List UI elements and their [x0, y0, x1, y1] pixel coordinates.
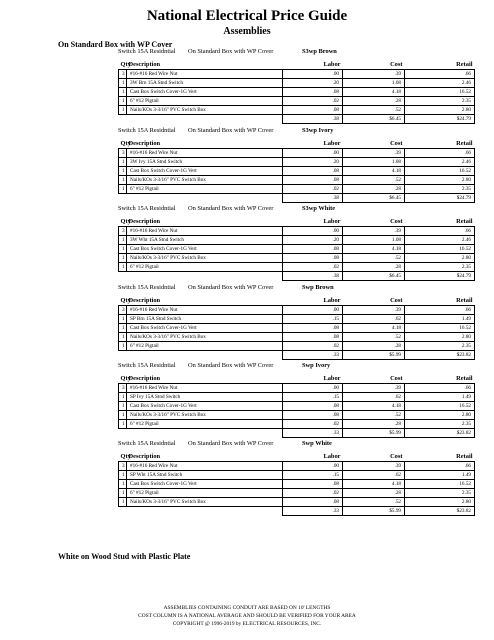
table-header-row: [119, 296, 475, 306]
assembly-table: [118, 60, 475, 124]
cell-desc: SP Brn 15A Stnd Switch: [127, 315, 283, 324]
assembly-group: [118, 440, 474, 516]
assembly-code: Swp Ivory: [302, 362, 331, 369]
cell-qty: 1: [119, 489, 127, 498]
cell-retail: 2.80: [405, 254, 475, 263]
cell-retail: 16.52: [405, 88, 475, 97]
cell-qty: 1: [119, 176, 127, 185]
cell-cost: .52: [343, 333, 405, 342]
table-header-row: [119, 217, 475, 227]
total-row: [119, 429, 475, 438]
total-labor: .33: [283, 351, 343, 360]
table-header-row: [119, 60, 475, 70]
cell-desc: #16-#16 Red Wire Nut: [127, 306, 283, 315]
cell-retail: .66: [405, 227, 475, 236]
column-header-retail: Retail: [456, 453, 473, 460]
cell-desc: Nails/KOs 3-3/16" PVC Switch Box: [127, 176, 283, 185]
total-row: [119, 115, 475, 124]
table-row: [119, 402, 475, 411]
cell-desc: Nails/KOs 3-3/16" PVC Switch Box: [127, 106, 283, 115]
total-retail: $23.82: [405, 351, 475, 360]
cell-retail: 2.80: [405, 176, 475, 185]
cell-retail: 1.49: [405, 393, 475, 402]
assembly-label: Switch 15A Residntial: [118, 205, 176, 212]
table-row: [119, 393, 475, 402]
cell-retail: 16.52: [405, 480, 475, 489]
assembly-group: [118, 48, 474, 124]
assembly-label: Switch 15A Residntial: [118, 48, 176, 55]
cell-qty: 1: [119, 167, 127, 176]
column-header-labor: Labor: [323, 61, 341, 68]
cell-retail: 16.52: [405, 245, 475, 254]
total-retail: $24.79: [405, 115, 475, 124]
cell-desc: 6" #12 Pigtail: [127, 97, 283, 106]
cell-cost: .28: [343, 489, 405, 498]
total-cost: $6.45: [343, 272, 405, 281]
cell-qty: 3: [119, 306, 127, 315]
cell-qty: 1: [119, 97, 127, 106]
cell-desc: SP Wht 15A Stnd Switch: [127, 471, 283, 480]
assembly-group: [118, 127, 474, 203]
cell-retail: 2.46: [405, 79, 475, 88]
total-row: [119, 194, 475, 203]
cell-retail: 2.80: [405, 411, 475, 420]
table-row: [119, 254, 475, 263]
cell-labor: .15: [283, 315, 343, 324]
cell-desc: 6" #12 Pigtail: [127, 342, 283, 351]
column-header-qty: Qty: [120, 61, 131, 68]
total-retail: $24.79: [405, 272, 475, 281]
column-header-labor: Labor: [323, 375, 341, 382]
cell-labor: .00: [283, 70, 343, 79]
cell-cost: 1.08: [343, 236, 405, 245]
assembly-mount: On Standard Box with WP Cover: [188, 362, 274, 369]
cell-labor: .00: [283, 227, 343, 236]
table-row: [119, 236, 475, 245]
cell-retail: 2.80: [405, 333, 475, 342]
cell-cost: .52: [343, 498, 405, 507]
total-spacer: [119, 115, 127, 124]
cell-qty: 3: [119, 149, 127, 158]
table-row: [119, 185, 475, 194]
table-row: [119, 97, 475, 106]
cell-qty: 1: [119, 342, 127, 351]
table-row: [119, 480, 475, 489]
column-header-cost: Cost: [390, 218, 403, 225]
cell-qty: 1: [119, 333, 127, 342]
cell-labor: .02: [283, 185, 343, 194]
cell-qty: 3: [119, 70, 127, 79]
cell-cost: 4.18: [343, 480, 405, 489]
assembly-mount: On Standard Box with WP Cover: [188, 48, 274, 55]
footer-line-3: COPYRIGHT @ 1996-2019 by ELECTRICAL RESOURCES, INC.: [172, 621, 322, 627]
assembly-label: Switch 15A Residntial: [118, 362, 176, 369]
cell-cost: 4.18: [343, 167, 405, 176]
cell-cost: 4.18: [343, 402, 405, 411]
assembly-label: Switch 15A Residntial: [118, 284, 176, 291]
table-row: [119, 315, 475, 324]
assembly-header: [118, 48, 474, 58]
column-header-cost: Cost: [390, 61, 403, 68]
cell-cost: .28: [343, 420, 405, 429]
table-row: [119, 462, 475, 471]
assembly-code: S3wp Brown: [302, 48, 337, 55]
assembly-header: [118, 284, 474, 294]
cell-cost: .28: [343, 342, 405, 351]
assembly-code: Swp White: [302, 440, 332, 447]
cell-cost: .39: [343, 306, 405, 315]
cell-qty: 1: [119, 254, 127, 263]
total-spacer: [127, 272, 283, 281]
cell-desc: #16-#16 Red Wire Nut: [127, 384, 283, 393]
total-row: [119, 507, 475, 516]
cell-labor: .08: [283, 88, 343, 97]
cell-qty: 1: [119, 411, 127, 420]
cell-retail: .66: [405, 384, 475, 393]
column-header-retail: Retail: [456, 297, 473, 304]
cell-retail: 2.35: [405, 420, 475, 429]
cell-retail: 2.35: [405, 263, 475, 272]
cell-cost: .39: [343, 70, 405, 79]
cell-retail: .66: [405, 149, 475, 158]
cell-qty: 3: [119, 462, 127, 471]
assembly-group: [118, 362, 474, 438]
cell-cost: .28: [343, 97, 405, 106]
cell-desc: 3W Brn 15A Stnd Switch: [127, 79, 283, 88]
assembly-table: [118, 374, 475, 438]
table-row: [119, 471, 475, 480]
column-header-retail: Retail: [456, 140, 473, 147]
cell-desc: 6" #12 Pigtail: [127, 489, 283, 498]
table-row: [119, 333, 475, 342]
cell-labor: .00: [283, 306, 343, 315]
cell-labor: .00: [283, 462, 343, 471]
table-row: [119, 306, 475, 315]
table-row: [119, 167, 475, 176]
cell-desc: 3W Wht 15A Stnd Switch: [127, 236, 283, 245]
total-labor: .38: [283, 194, 343, 203]
cell-desc: #16-#16 Red Wire Nut: [127, 149, 283, 158]
cell-qty: 1: [119, 88, 127, 97]
column-header-cost: Cost: [390, 453, 403, 460]
cell-desc: Nails/KOs 3-3/16" PVC Switch Box: [127, 333, 283, 342]
page-title: National Electrical Price Guide: [146, 8, 348, 24]
cell-desc: #16-#16 Red Wire Nut: [127, 227, 283, 236]
table-row: [119, 106, 475, 115]
total-spacer: [119, 272, 127, 281]
column-header-qty: Qty: [120, 297, 131, 304]
cell-desc: Cast Box Switch Cover-1G Vert: [127, 245, 283, 254]
cell-labor: .02: [283, 97, 343, 106]
column-header-labor: Labor: [323, 453, 341, 460]
table-row: [119, 158, 475, 167]
cell-labor: .08: [283, 245, 343, 254]
table-header-row: [119, 452, 475, 462]
assembly-mount: On Standard Box with WP Cover: [188, 440, 274, 447]
column-header-retail: Retail: [456, 218, 473, 225]
table-row: [119, 498, 475, 507]
cell-labor: .02: [283, 420, 343, 429]
cell-qty: 1: [119, 402, 127, 411]
cell-retail: 2.80: [405, 498, 475, 507]
cell-qty: 1: [119, 324, 127, 333]
column-header-labor: Labor: [323, 297, 341, 304]
cell-retail: .66: [405, 70, 475, 79]
cell-qty: 3: [119, 227, 127, 236]
total-spacer: [127, 507, 283, 516]
cell-cost: .52: [343, 176, 405, 185]
cell-desc: Cast Box Switch Cover-1G Vert: [127, 324, 283, 333]
cell-desc: Nails/KOs 3-3/16" PVC Switch Box: [127, 411, 283, 420]
total-row: [119, 272, 475, 281]
assembly-header: [118, 127, 474, 137]
cell-cost: 1.08: [343, 158, 405, 167]
cell-desc: Cast Box Switch Cover-1G Vert: [127, 88, 283, 97]
cell-labor: .08: [283, 411, 343, 420]
cell-qty: 1: [119, 498, 127, 507]
assembly-header: [118, 440, 474, 450]
cell-cost: .28: [343, 263, 405, 272]
total-spacer: [127, 351, 283, 360]
cell-labor: .08: [283, 480, 343, 489]
table-row: [119, 384, 475, 393]
total-spacer: [127, 429, 283, 438]
footer-line-2: COST COLUMN IS A NATIONAL AVERAGE AND SHOULD BE VERIFIED FOR YOUR AREA: [138, 613, 356, 619]
cell-cost: .52: [343, 106, 405, 115]
section-heading-first: On Standard Box with WP Cover: [58, 40, 173, 49]
table-row: [119, 149, 475, 158]
cell-retail: 1.49: [405, 315, 475, 324]
cell-desc: Cast Box Switch Cover-1G Vert: [127, 402, 283, 411]
cell-qty: 1: [119, 480, 127, 489]
cell-desc: 6" #12 Pigtail: [127, 420, 283, 429]
cell-retail: .66: [405, 306, 475, 315]
cell-qty: 1: [119, 79, 127, 88]
cell-labor: .00: [283, 149, 343, 158]
cell-qty: 1: [119, 236, 127, 245]
cell-desc: #16-#16 Red Wire Nut: [127, 462, 283, 471]
cell-qty: 1: [119, 245, 127, 254]
cell-cost: 1.08: [343, 79, 405, 88]
cell-retail: 2.35: [405, 342, 475, 351]
total-labor: .38: [283, 115, 343, 124]
cell-cost: .39: [343, 149, 405, 158]
table-row: [119, 70, 475, 79]
total-spacer: [119, 194, 127, 203]
cell-labor: .08: [283, 106, 343, 115]
column-header-qty: Qty: [120, 140, 131, 147]
cell-labor: .08: [283, 176, 343, 185]
assembly-code: S3wp White: [302, 205, 336, 212]
cell-labor: .08: [283, 254, 343, 263]
assembly-header: [118, 362, 474, 372]
table-row: [119, 342, 475, 351]
assembly-mount: On Standard Box with WP Cover: [188, 205, 274, 212]
total-labor: .33: [283, 429, 343, 438]
cell-qty: 1: [119, 420, 127, 429]
cell-labor: .02: [283, 489, 343, 498]
cell-labor: .08: [283, 402, 343, 411]
cell-cost: .62: [343, 393, 405, 402]
assembly-group: [118, 284, 474, 360]
total-spacer: [119, 429, 127, 438]
cell-desc: Nails/KOs 3-3/16" PVC Switch Box: [127, 254, 283, 263]
assembly-code: S3wp Ivory: [302, 127, 334, 134]
column-header-description: Description: [128, 453, 161, 460]
assembly-label: Switch 15A Residntial: [118, 127, 176, 134]
table-row: [119, 245, 475, 254]
cell-cost: .39: [343, 227, 405, 236]
column-header-cost: Cost: [390, 297, 403, 304]
total-spacer: [127, 115, 283, 124]
assembly-label: Switch 15A Residntial: [118, 440, 176, 447]
cell-retail: 16.52: [405, 324, 475, 333]
total-cost: $6.45: [343, 115, 405, 124]
cell-labor: .02: [283, 263, 343, 272]
assembly-table: [118, 217, 475, 281]
table-row: [119, 263, 475, 272]
assembly-group: [118, 205, 474, 281]
table-row: [119, 411, 475, 420]
cell-qty: 1: [119, 158, 127, 167]
cell-desc: Cast Box Switch Cover-1G Vert: [127, 480, 283, 489]
cell-labor: .20: [283, 158, 343, 167]
cell-labor: .20: [283, 79, 343, 88]
cell-desc: SP Ivy 15A Stnd Switch: [127, 393, 283, 402]
cell-qty: 1: [119, 185, 127, 194]
cell-cost: .62: [343, 315, 405, 324]
cell-labor: .08: [283, 333, 343, 342]
cell-labor: .02: [283, 342, 343, 351]
total-row: [119, 351, 475, 360]
column-header-labor: Labor: [323, 140, 341, 147]
cell-cost: .52: [343, 411, 405, 420]
cell-qty: 1: [119, 263, 127, 272]
cell-cost: .39: [343, 384, 405, 393]
cell-retail: 2.35: [405, 185, 475, 194]
table-row: [119, 79, 475, 88]
cell-cost: .39: [343, 462, 405, 471]
assembly-table: [118, 139, 475, 203]
table-row: [119, 176, 475, 185]
cell-qty: 1: [119, 106, 127, 115]
assembly-table: [118, 452, 475, 516]
assembly-table: [118, 296, 475, 360]
total-cost: $6.45: [343, 194, 405, 203]
table-row: [119, 88, 475, 97]
column-header-description: Description: [128, 140, 161, 147]
total-labor: .33: [283, 507, 343, 516]
column-header-qty: Qty: [120, 375, 131, 382]
cell-retail: 2.35: [405, 489, 475, 498]
assembly-mount: On Standard Box with WP Cover: [188, 284, 274, 291]
cell-cost: .28: [343, 185, 405, 194]
page-subtitle: Assemblies: [223, 26, 271, 37]
section-heading-last: White on Wood Stud with Plastic Plate: [58, 552, 191, 561]
cell-labor: .20: [283, 236, 343, 245]
total-spacer: [127, 194, 283, 203]
column-header-retail: Retail: [456, 375, 473, 382]
column-header-qty: Qty: [120, 453, 131, 460]
cell-labor: .15: [283, 471, 343, 480]
cell-desc: 6" #12 Pigtail: [127, 185, 283, 194]
cell-retail: 2.80: [405, 106, 475, 115]
column-header-description: Description: [128, 218, 161, 225]
table-row: [119, 227, 475, 236]
column-header-cost: Cost: [390, 375, 403, 382]
cell-retail: 2.46: [405, 236, 475, 245]
assembly-header: [118, 205, 474, 215]
column-header-description: Description: [128, 297, 161, 304]
cell-qty: 3: [119, 384, 127, 393]
cell-desc: Nails/KOs 3-3/16" PVC Switch Box: [127, 498, 283, 507]
column-header-description: Description: [128, 61, 161, 68]
cell-desc: #16-#16 Red Wire Nut: [127, 70, 283, 79]
column-header-qty: Qty: [120, 218, 131, 225]
column-header-cost: Cost: [390, 140, 403, 147]
total-labor: .38: [283, 272, 343, 281]
table-row: [119, 489, 475, 498]
cell-cost: .62: [343, 471, 405, 480]
cell-qty: 1: [119, 315, 127, 324]
total-retail: $24.79: [405, 194, 475, 203]
cell-retail: 2.46: [405, 158, 475, 167]
cell-cost: 4.18: [343, 88, 405, 97]
cell-labor: .08: [283, 324, 343, 333]
cell-qty: 1: [119, 471, 127, 480]
cell-cost: .52: [343, 254, 405, 263]
total-cost: $5.99: [343, 507, 405, 516]
column-header-retail: Retail: [456, 61, 473, 68]
footer-line-1: ASSEMBLIES CONTAINING CONDUIT ARE BASED ON 10' LENGTHS: [163, 605, 331, 611]
cell-cost: 4.18: [343, 245, 405, 254]
assembly-mount: On Standard Box with WP Cover: [188, 127, 274, 134]
total-cost: $5.99: [343, 351, 405, 360]
column-header-description: Description: [128, 375, 161, 382]
total-cost: $5.99: [343, 429, 405, 438]
total-retail: $23.82: [405, 507, 475, 516]
cell-desc: 6" #12 Pigtail: [127, 263, 283, 272]
table-header-row: [119, 139, 475, 149]
cell-retail: 16.52: [405, 167, 475, 176]
cell-retail: 16.52: [405, 402, 475, 411]
cell-labor: .00: [283, 384, 343, 393]
table-row: [119, 324, 475, 333]
cell-labor: .08: [283, 498, 343, 507]
table-row: [119, 420, 475, 429]
cell-desc: 3W Ivy 15A Stnd Switch: [127, 158, 283, 167]
cell-labor: .15: [283, 393, 343, 402]
cell-retail: .66: [405, 462, 475, 471]
assembly-code: Swp Brown: [302, 284, 334, 291]
cell-labor: .08: [283, 167, 343, 176]
cell-retail: 1.49: [405, 471, 475, 480]
table-header-row: [119, 374, 475, 384]
total-spacer: [119, 351, 127, 360]
column-header-labor: Labor: [323, 218, 341, 225]
cell-cost: 4.18: [343, 324, 405, 333]
total-spacer: [119, 507, 127, 516]
cell-retail: 2.35: [405, 97, 475, 106]
cell-desc: Cast Box Switch Cover-1G Vert: [127, 167, 283, 176]
cell-qty: 1: [119, 393, 127, 402]
total-retail: $23.82: [405, 429, 475, 438]
